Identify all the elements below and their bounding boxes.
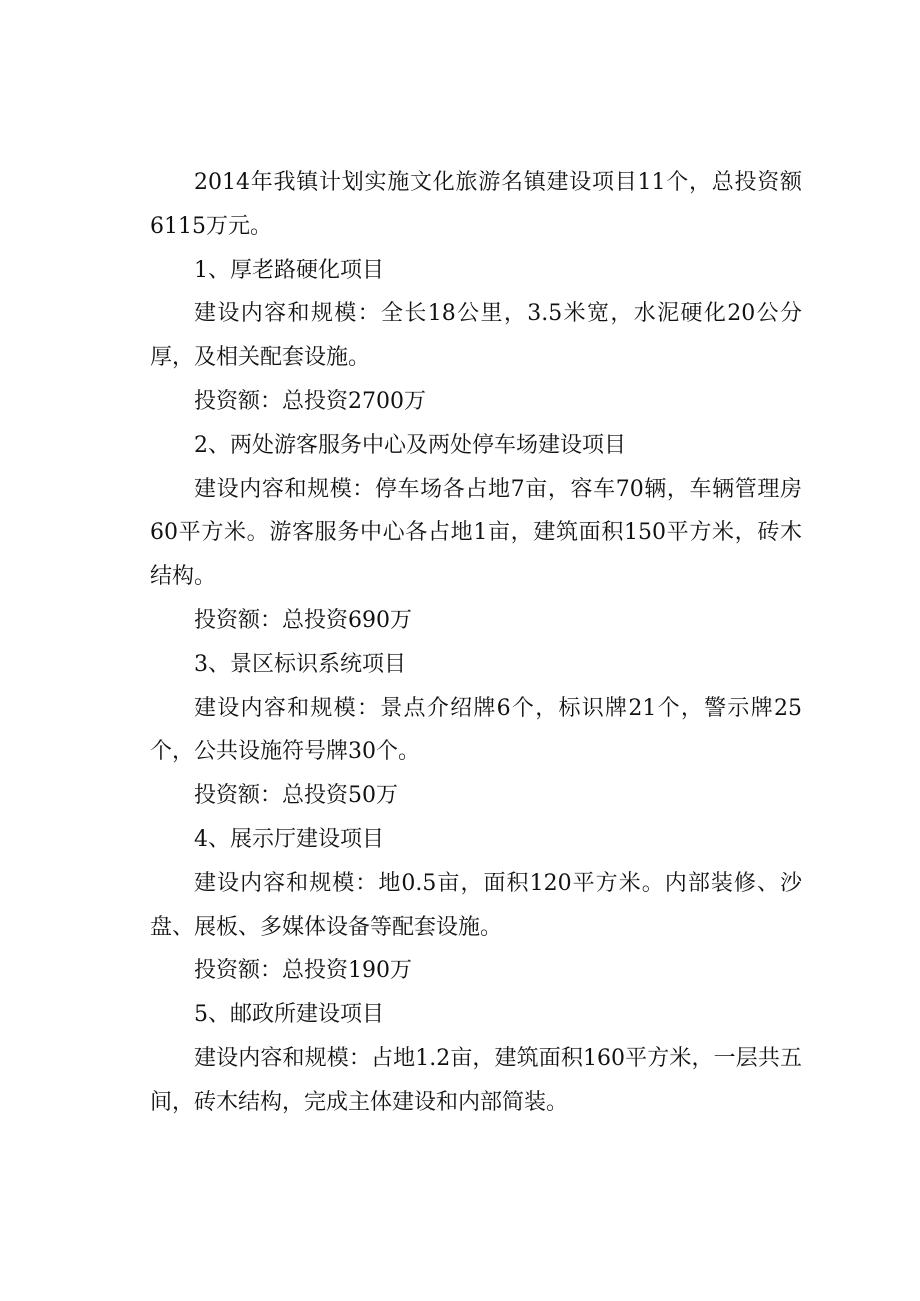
section-heading-3: 3、景区标识系统项目 bbox=[194, 651, 406, 677]
section-heading-4: 4、展示厅建设项目 bbox=[194, 826, 384, 852]
section-4-investment: 投资额：总投资190万 bbox=[194, 958, 412, 984]
section-2-investment: 投资额：总投资690万 bbox=[194, 607, 412, 633]
section-4-scope: 建设内容和规模：地0.5亩，面积120平方米。内部装修、沙盘、展板、多媒体设备等配套设施。 bbox=[150, 870, 802, 940]
intro-paragraph: 2014年我镇计划实施文化旅游名镇建设项目11个，总投资额6115万元。 bbox=[150, 170, 802, 239]
section-2-scope: 建设内容和规模：停车场各占地7亩，容车70辆，车辆管理房60平方米。游客服务中心各占地1亩，建筑面积150平方米，砖木结构。 bbox=[150, 476, 802, 590]
section-5-scope: 建设内容和规模：占地1.2亩，建筑面积160平方米，一层共五间，砖木结构，完成主体建设和内部简装。 bbox=[150, 1045, 802, 1115]
section-3-investment: 投资额：总投资50万 bbox=[194, 783, 398, 809]
section-3-scope: 建设内容和规模：景点介绍牌6个，标识牌21个，警示牌25个，公共设施符号牌30个。 bbox=[150, 695, 802, 765]
section-heading-2: 2、两处游客服务中心及两处停车场建设项目 bbox=[194, 432, 626, 458]
section-1-investment: 投资额：总投资2700万 bbox=[194, 388, 426, 414]
section-heading-5: 5、邮政所建设项目 bbox=[194, 1002, 384, 1028]
document-body bbox=[150, 161, 802, 1125]
section-heading-1: 1、厚老路硬化项目 bbox=[194, 257, 384, 283]
section-1-scope: 建设内容和规模：全长18公里，3.5米宽，水泥硬化20公分厚，及相关配套设施。 bbox=[150, 301, 802, 371]
